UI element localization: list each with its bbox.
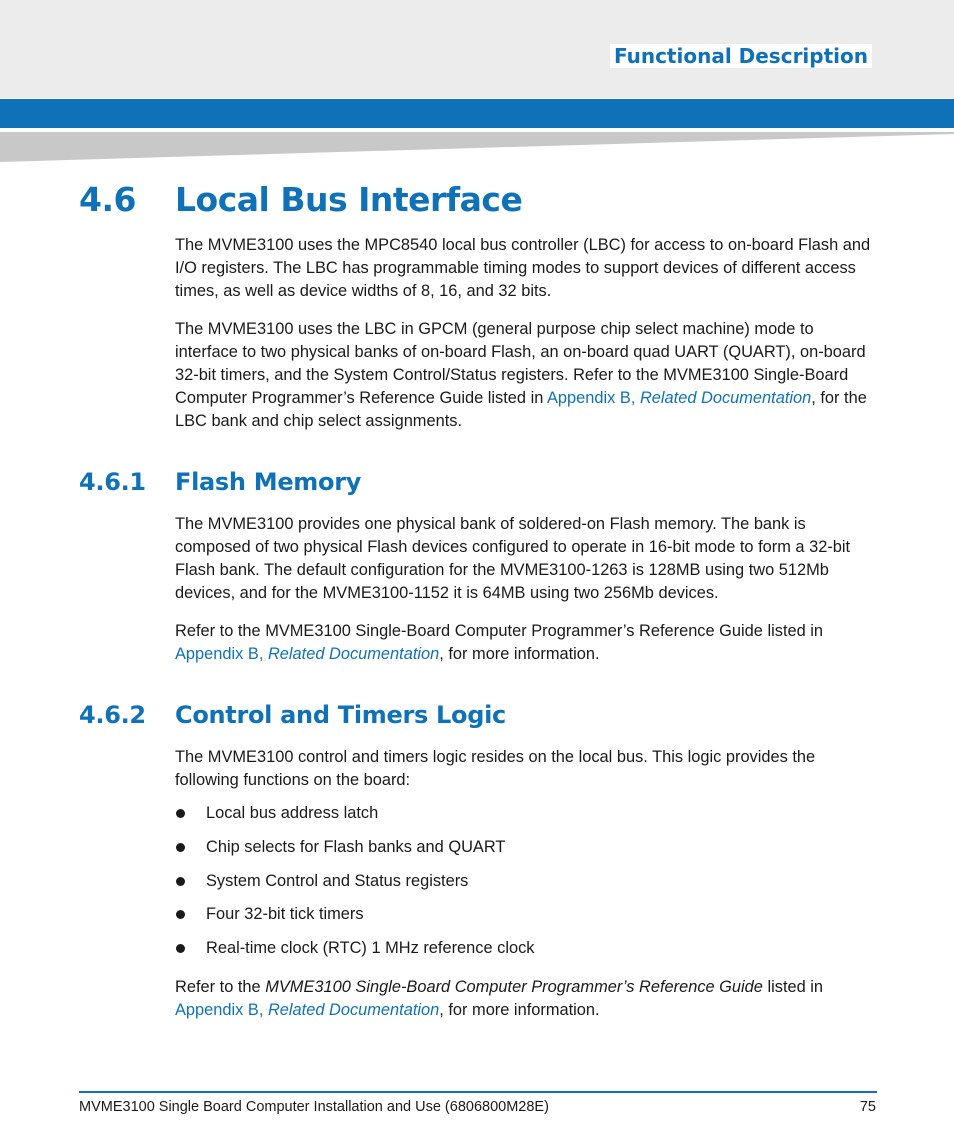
footer-rule [79,1091,877,1093]
section-heading [79,180,522,219]
subsection-number: 4.6.2 [79,701,146,729]
functions-bullet-list [175,802,535,971]
list-item: Real-time clock (RTC) 1 MHz reference clock [175,937,535,971]
bullet-icon [176,944,185,953]
appendix-b-link[interactable]: Appendix B, [547,389,640,407]
footer-document-title: MVME3100 Single Board Computer Installation and Use (6806800M28E) [79,1099,549,1115]
list-item: System Control and Status registers [175,870,535,904]
related-documentation-link[interactable]: Related Documentation [639,389,812,407]
bullet-icon [176,843,185,852]
page-number: 75 [859,1099,876,1115]
header-gray-wedge [0,128,954,164]
subsection-number: 4.6.1 [79,468,146,496]
bullet-icon [176,910,185,919]
appendix-b-link[interactable]: Appendix B, [175,645,268,663]
subsection-title: Control and Timers Logic [175,701,506,729]
subsection-heading-control [79,701,506,729]
list-item: Four 32-bit tick timers [175,903,535,937]
header-blue-band [0,99,954,128]
related-documentation-link[interactable]: Related Documentation [267,1001,440,1019]
appendix-b-link[interactable]: Appendix B, [175,1001,268,1019]
subsection-heading-flash [79,468,361,496]
list-item: Local bus address latch [175,802,535,836]
running-header-section: Functional Description [610,44,872,68]
bullet-icon [176,877,185,886]
subsection-title: Flash Memory [175,468,362,496]
control-refer-paragraph: Refer to the MVME3100 Single-Board Computer Programmer’s Reference Guide listed in Appendix B, Related Documentation, for more information. [175,978,824,1019]
section-number: 4.6 [79,180,136,219]
bullet-icon [176,809,185,818]
control-intro-paragraph: The MVME3100 control and timers logic resides on the local bus. This logic provides the following functions on the board: [175,748,816,789]
programmers-guide-title: MVME3100 Single-Board Computer Programmer’s Reference Guide [265,978,763,996]
flash-paragraph-1: The MVME3100 provides one physical bank of soldered-on Flash memory. The bank is composed of two physical Flash devices configured to operate in 16-bit mode to form a 32-bit Flash bank. The default configuration for the MVME3100-1263 is 128MB using two 512Mb devices, and for the MVME3100-1152 it is 64MB using two 256Mb devices. [175,515,851,602]
list-item: Chip selects for Flash banks and QUART [175,836,535,870]
section-title: Local Bus Interface [175,180,523,219]
section-paragraph-2: The MVME3100 uses the LBC in GPCM (general purpose chip select machine) mode to interface to two physical banks of on-board Flash, an on-board quad UART (QUART), on-board 32-bit timers, and the System Control/Status registers. Refer to the MVME3100 Single-Board Computer Programmer’s Reference Guide listed in Appendix B, Related Documentation, for the LBC bank and chip select assignments. [175,320,867,430]
flash-paragraph-2: Refer to the MVME3100 Single-Board Computer Programmer’s Reference Guide listed in Appendix B, Related Documentation, for more information. [175,622,824,663]
related-documentation-link[interactable]: Related Documentation [267,645,440,663]
section-paragraph-1: The MVME3100 uses the MPC8540 local bus controller (LBC) for access to on-board Flash and I/O registers. The LBC has programmable timing modes to support devices of different access times, as well as device widths of 8, 16, and 32 bits. [175,236,871,300]
